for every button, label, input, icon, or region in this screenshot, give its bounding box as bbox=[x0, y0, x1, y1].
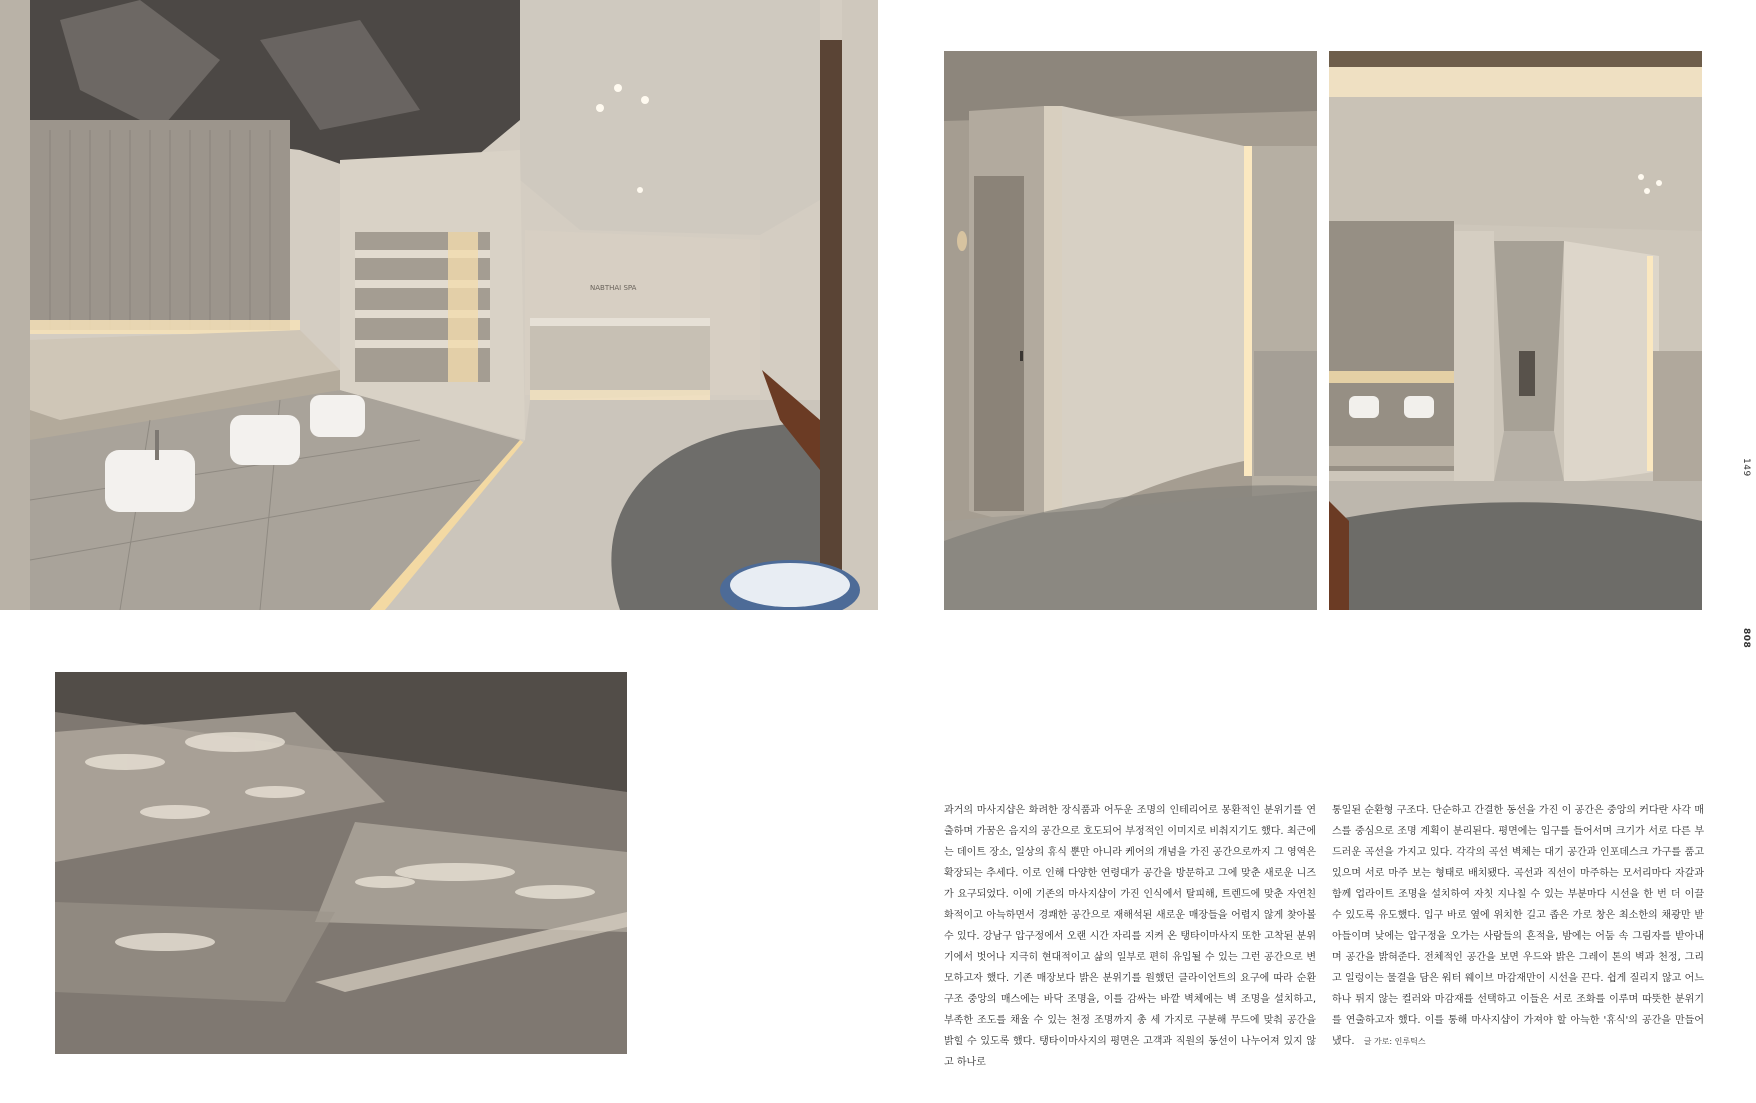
article-body-2: 통일된 순환형 구조다. 단순하고 간결한 동선을 가진 이 공간은 중앙의 커다란 사각 매스를 중심으로 조명 계획이 분리된다. 평면에는 입구를 들어서며 크기가 서로 다른 부드러운 곡선을 가지고 있다. 각각의 곡선 벽체는 대기 공간과 인포데스크 가구를 품고 있으며 서로 마주 보는 형태로 배치됐다. 곡선과 직선이 마주하는 모서리마다 자갈과 함께 업라이트 조명을 설치하여 자칫 지나칠 수 있는 부분마다 시선을 한 번 더 이끌 수 있도록 유도했다. 입구 바로 옆에 위치한 길고 좁은 가로 창은 최소한의 채광만 받아들이며 낮에는 압구정을 오가는 사람들의 흔적을, 밤에는 어둠 속 그림자를 받아내며 공간을 밝혀준다. 전체적인 공간을 보면 우드와 밝은 그레이 톤의 벽과 천정, 그리고 일렁이는 물결을 담은 워터 웨이브 마감재만이 시선을 끈다. 쉽게 질리지 않고 어느 하나 튀지 않는 컬러와 마감재를 선택하고 이들은 서로 조화를 이루며 따뜻한 분위기를 연출하고자 했다. 이를 통해 마사지샵이 가져야 할 아늑한 '휴식'의 공간을 만들어냈다. bbox=[1332, 805, 1704, 1047]
photo-lobby-waiting-area bbox=[0, 0, 878, 610]
magazine-mark: 808 bbox=[1741, 628, 1751, 649]
photo-corridor-curved-wall bbox=[944, 51, 1317, 610]
photo-entrance-view bbox=[1329, 51, 1702, 610]
article-column-right bbox=[1332, 800, 1704, 1052]
article-credit: 글 가로: 인루틱스 bbox=[1363, 1037, 1426, 1046]
spa-signage: NABTHAI SPA bbox=[590, 284, 637, 292]
page-number: 149 bbox=[1741, 458, 1751, 477]
article-column-left bbox=[944, 800, 1316, 1073]
article-body-1: 과거의 마사지샵은 화려한 장식품과 어두운 조명의 인테리어로 몽환적인 분위기를 연출하며 가꿈은 음지의 공간으로 호도되어 부정적인 이미지로 비춰지기도 했다. 최근에는 데이트 장소, 일상의 휴식 뿐만 아니라 케어의 개념을 가진 공간으로까지 그 영역은 확장되는 추세다. 이로 인해 다양한 연령대가 공간을 방문하고 그에 맞춘 새로운 니즈가 요구되었다. 이에 기존의 마사지샵이 가진 인식에서 탈피해, 트렌드에 맞춘 자연친화적이고 아늑하면서 경쾌한 공간으로 재해석된 새로운 매장들을 어렵지 않게 찾아볼 수 있다. 강남구 압구정에서 오랜 시간 자리를 지켜 온 탱타이마사지 또한 고착된 분위기에서 벗어나 지극히 현대적이고 삶의 일부로 편히 유입될 수 있는 그런 공간으로 변모하고자 했다. 기존 매장보다 밝은 분위기를 원했던 클라이언트의 요구에 따라 순환 구조 중앙의 매스에는 바닥 조명을, 이를 감싸는 바깥 벽체에는 벽 조명을 설치하고, 부족한 조도를 채울 수 있는 천정 조명까지 총 세 가지로 구분해 무드에 맞춰 공간을 밝힐 수 있도록 했다. 탱타이마사지의 평면은 고객과 직원의 동선이 나누어져 있지 않고 하나로 bbox=[944, 805, 1316, 1068]
photo-water-wave-ceiling bbox=[55, 672, 627, 1054]
